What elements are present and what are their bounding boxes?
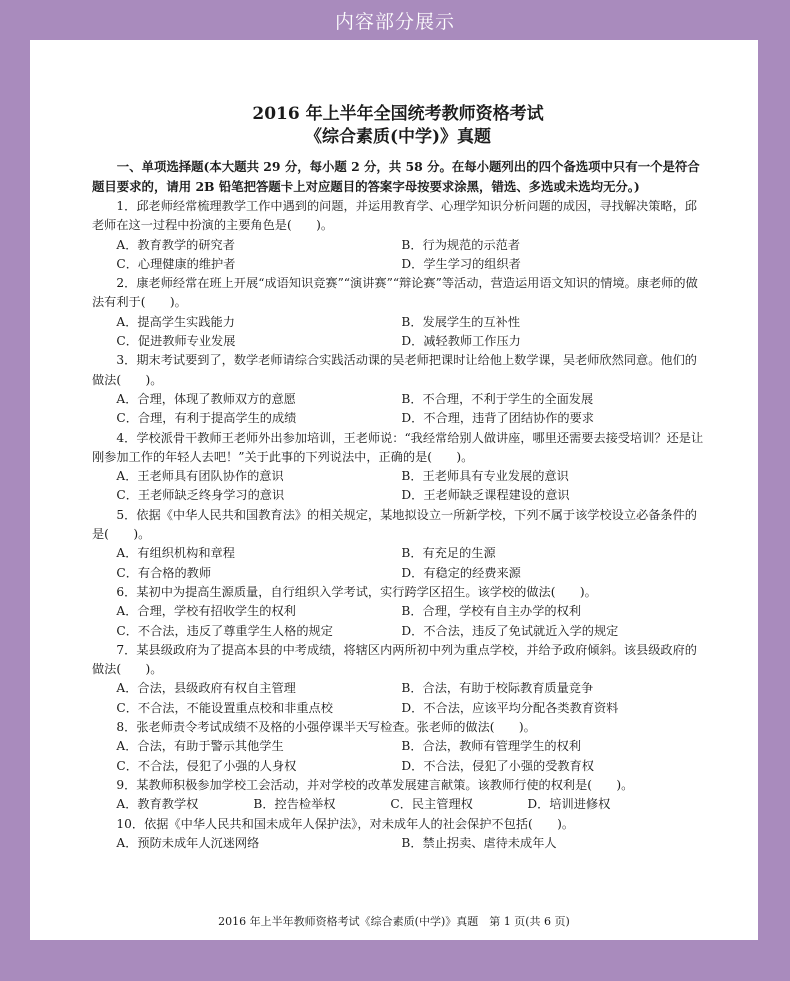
option-d: D．不合法，应该平均分配各类教育资料 [401, 700, 619, 715]
option-d: D．不合法，违反了免试就近入学的规定 [401, 623, 619, 638]
question [92, 641, 704, 718]
option-c: C．促进教师专业发展 [116, 334, 236, 349]
option-c: C．合理，有利于提高学生的成绩 [116, 411, 297, 426]
exam-title-line1: 2016 年上半年全国统考教师资格考试 [252, 104, 544, 124]
question [92, 718, 704, 776]
question-stem: 4．学校派骨干教师王老师外出参加培训，王老师说：“我经常给别人做讲座，哪里还需要去接受培训？还是让刚参加工作的年轻人去吧！”关于此事的下列说法中，正确的是( )。 [92, 430, 704, 464]
question [92, 351, 704, 428]
option-c: C．民主管理权 [390, 797, 473, 812]
question [92, 197, 704, 274]
question [92, 429, 704, 506]
option-b: B．合法，有助于校际教育质量竞争 [401, 681, 594, 696]
option-a: A．教育教学的研究者 [116, 237, 235, 252]
option-d: D．不合理，违背了团结协作的要求 [401, 411, 594, 426]
option-d: D．有稳定的经费来源 [401, 565, 521, 580]
option-b: B．行为规范的示范者 [401, 237, 521, 252]
question [92, 815, 704, 854]
option-a: A．教育教学权 [116, 797, 199, 812]
exam-title-line2: 《综合素质(中学)》真题 [304, 127, 492, 147]
option-a: A．有组织机构和章程 [116, 546, 235, 561]
question-stem: 7．某县级政府为了提高本县的中考成绩，将辖区内两所初中列为重点学校，并给予政府倾斜。该县级政府的做法( )。 [92, 642, 697, 677]
option-b: B．控告检举权 [253, 797, 336, 812]
question-stem: 6．某初中为提高生源质量，自行组织入学考试，实行跨学区招生。该学校的做法( )。 [116, 584, 597, 599]
option-c: C．心理健康的维护者 [116, 256, 236, 271]
option-c: C．不合法，不能设置重点校和非重点校 [116, 700, 333, 715]
page-footer: 2016 年上半年教师资格考试《综合素质(中学)》真题 第 1 页(共 6 页) [218, 915, 570, 928]
option-a: A．合理，体现了教师双方的意愿 [116, 391, 296, 406]
exam-content [92, 103, 704, 853]
option-b: B．合法，教师有管理学生的权利 [401, 739, 581, 754]
option-b: B．有充足的生源 [401, 546, 496, 561]
question-stem: 3．期末考试要到了，数学老师请综合实践活动课的吴老师把课时让给他上数学课，吴老师欣然同意。他们的做法( )。 [92, 353, 697, 387]
option-a: A．预防未成年人沉迷网络 [116, 835, 260, 850]
option-c: C．不合法，侵犯了小强的人身权 [116, 758, 297, 773]
option-d: D．王老师缺乏课程建设的意识 [401, 488, 570, 503]
option-c: C．王老师缺乏终身学习的意识 [116, 488, 285, 503]
option-a: A．提高学生实践能力 [116, 314, 235, 329]
option-c: C．有合格的教师 [116, 565, 212, 580]
option-a: A．合理，学校有招收学生的权利 [116, 604, 296, 619]
exam-page [30, 40, 758, 940]
question [92, 506, 704, 583]
question [92, 583, 704, 641]
question-stem: 5．依据《中华人民共和国教育法》的相关规定，某地拟设立一所新学校，下列不属于该学校设立必备条件的是( )。 [92, 507, 697, 542]
option-d: D．培训进修权 [527, 797, 611, 812]
question-stem: 10．依据《中华人民共和国未成年人保护法》，对未成年人的社会保护不包括( )。 [116, 816, 575, 831]
option-b: B．禁止拐卖、虐待未成年人 [401, 835, 557, 850]
option-b: B．王老师具有专业发展的意识 [401, 469, 569, 484]
option-b: B．合理，学校有自主办学的权利 [401, 604, 581, 619]
option-c: C．不合法，违反了尊重学生人格的规定 [116, 623, 333, 638]
question-stem: 8．张老师责令考试成绩不及格的小强停课半天写检查。张老师的做法( )。 [116, 720, 536, 735]
question-stem: 2．康老师经常在班上开展“成语知识竞赛”“演讲赛”“辩论赛”等活动，营造运用语文知识的情境。康老师的做法有利于( )。 [92, 276, 698, 310]
option-d: D．减轻教师工作压力 [401, 334, 521, 349]
option-a: A．合法，有助于警示其他学生 [116, 739, 284, 754]
question-stem: 9．某教师积极参加学校工会活动，并对学校的改革发展建言献策。该教师行使的权利是( )。 [116, 777, 634, 792]
option-a: A．王老师具有团队协作的意识 [116, 469, 284, 484]
option-d: D．学生学习的组织者 [401, 256, 521, 271]
section-instruction: 一、单项选择题(本大题共 29 分，每小题 2 分，共 58 分。在每小题列出的四个备选项中只有一个是符合题目要求的，请用 2B 铅笔把答题卡上对应题目的答案字母按要求涂黑，错选、多选或未选均无分。) [92, 159, 700, 194]
preview-banner: 内容部分展示 [334, 10, 455, 33]
option-a: A．合法，县级政府有权自主管理 [116, 681, 296, 696]
question [92, 776, 704, 815]
option-d: D．不合法，侵犯了小强的受教育权 [401, 758, 594, 773]
option-b: B．发展学生的互补性 [401, 314, 521, 329]
option-b: B．不合理，不利于学生的全面发展 [401, 391, 594, 406]
question [92, 274, 704, 351]
question-stem: 1．邱老师经常梳理教学工作中遇到的问题，并运用教育学、心理学知识分析问题的成因，寻找解决策略，邱老师在这一过程中扮演的主要角色是( )。 [92, 199, 697, 233]
